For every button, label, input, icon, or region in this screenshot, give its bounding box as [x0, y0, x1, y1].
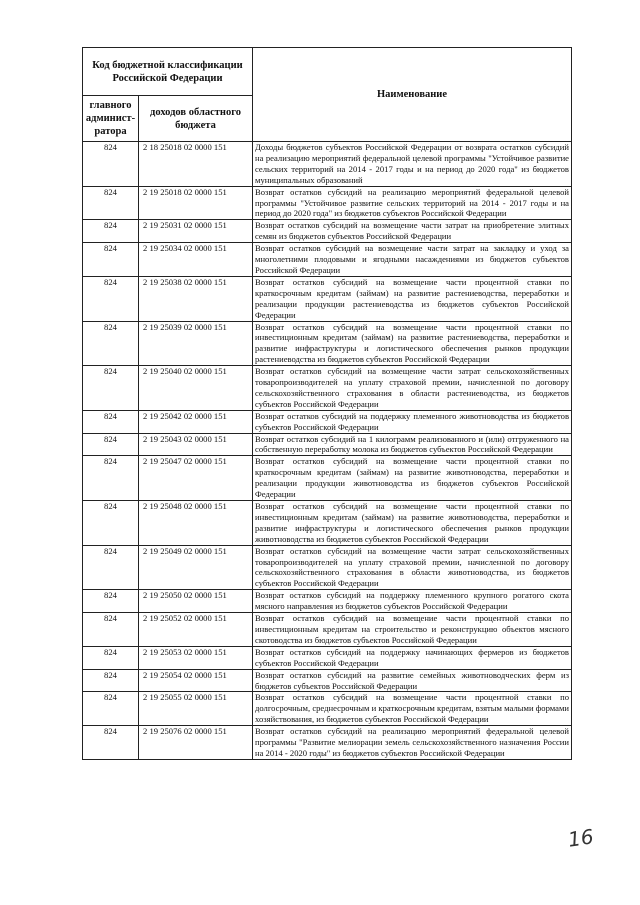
income-code-cell: 2 19 25052 02 0000 151	[139, 613, 253, 647]
income-code-cell: 2 19 25043 02 0000 151	[139, 433, 253, 456]
income-code-cell: 2 19 25047 02 0000 151	[139, 456, 253, 501]
name-cell: Возврат остатков субсидий на возмещение части процентной ставки по инвестиционным кредитам (займам) на развитие животноводства, переработки и развитие инфраструктуры и логистического обеспечения рынков продукции животноводства из бюджетов субъектов Российской Федерации	[253, 501, 572, 546]
admin-code-cell: 824	[83, 276, 139, 321]
income-code-cell: 2 19 25054 02 0000 151	[139, 669, 253, 692]
table-row	[83, 726, 572, 760]
name-cell: Возврат остатков субсидий на возмещение части процентной ставки по долгосрочным, среднесрочным и краткосрочным кредитам, взятым малыми формами хозяйствования, из бюджетов субъектов Российской Федерации	[253, 692, 572, 726]
admin-code-cell: 824	[83, 186, 139, 220]
name-cell: Возврат остатков субсидий на возмещение части процентной ставки по инвестиционным кредитам на строительство и реконструкцию объектов мясного скотоводства из бюджетов субъектов Российской Федерации	[253, 613, 572, 647]
income-code-cell: 2 19 25042 02 0000 151	[139, 410, 253, 433]
admin-code-cell: 824	[83, 669, 139, 692]
header-name: Наименование	[253, 48, 572, 142]
admin-code-cell: 824	[83, 243, 139, 277]
table-row	[83, 613, 572, 647]
name-cell: Возврат остатков субсидий на развитие семейных животноводческих ферм из бюджетов субъектов Российской Федерации	[253, 669, 572, 692]
income-code-cell: 2 19 25040 02 0000 151	[139, 366, 253, 411]
income-code-cell: 2 19 25055 02 0000 151	[139, 692, 253, 726]
admin-code-cell: 824	[83, 410, 139, 433]
budget-classification-table	[82, 47, 572, 760]
budget-classification-table-sheet	[82, 47, 572, 760]
name-cell: Возврат остатков субсидий на возмещение части процентной ставки по инвестиционным кредитам (займам) на развитие растениеводства, переработки и развитие инфраструктуры и логистического обеспечения рынков продукции растениеводства из бюджетов субъектов Российской Федерации	[253, 321, 572, 366]
table-row	[83, 276, 572, 321]
admin-code-cell: 824	[83, 456, 139, 501]
name-cell: Доходы бюджетов субъектов Российской Федерации от возврата остатков субсидий на реализацию мероприятий федеральной целевой программы "Устойчивое развитие сельских территорий на 2014 - 2017 годы и на период до 2020 года" из бюджетов муниципальных образований	[253, 142, 572, 187]
table-row	[83, 366, 572, 411]
income-code-cell: 2 19 25031 02 0000 151	[139, 220, 253, 243]
table-row	[83, 545, 572, 590]
table-row	[83, 220, 572, 243]
page-number: 16	[566, 824, 595, 852]
income-code-cell: 2 19 25053 02 0000 151	[139, 646, 253, 669]
table-row	[83, 321, 572, 366]
name-cell: Возврат остатков субсидий на возмещение части затрат сельскохозяйственных товаропроизводителей на уплату страховой премии, начисленной по договору сельскохозяйственного страхования в области растениеводства, из бюджетов субъектов Российской Федерации	[253, 366, 572, 411]
income-code-cell: 2 19 25034 02 0000 151	[139, 243, 253, 277]
name-cell: Возврат остатков субсидий на возмещение части затрат на закладку и уход за многолетними плодовыми и ягодными насаждениями из бюджетов субъектов Российской Федерации	[253, 243, 572, 277]
table-row	[83, 692, 572, 726]
name-cell: Возврат остатков субсидий на возмещение части затрат на приобретение элитных семян из бюджетов субъектов Российской Федерации	[253, 220, 572, 243]
income-code-cell: 2 19 25039 02 0000 151	[139, 321, 253, 366]
name-cell: Возврат остатков субсидий на 1 килограмм реализованного и (или) отгруженного на собственную переработку молока из бюджетов субъектов Российской Федерации	[253, 433, 572, 456]
table-row	[83, 590, 572, 613]
admin-code-cell: 824	[83, 590, 139, 613]
income-code-cell: 2 18 25018 02 0000 151	[139, 142, 253, 187]
name-cell: Возврат остатков субсидий на реализацию мероприятий федеральной целевой программы "Устойчивое развитие сельских территорий на 2014 - 2017 годы и на период до 2020 года" из бюджетов субъектов Российской Федерации	[253, 186, 572, 220]
admin-code-cell: 824	[83, 613, 139, 647]
table-row	[83, 456, 572, 501]
header-income: доходов областного бюджета	[139, 96, 253, 142]
admin-code-cell: 824	[83, 366, 139, 411]
income-code-cell: 2 19 25050 02 0000 151	[139, 590, 253, 613]
income-code-cell: 2 19 25048 02 0000 151	[139, 501, 253, 546]
table-row	[83, 669, 572, 692]
admin-code-cell: 824	[83, 545, 139, 590]
table-row	[83, 410, 572, 433]
admin-code-cell: 824	[83, 692, 139, 726]
admin-code-cell: 824	[83, 321, 139, 366]
table-body	[83, 142, 572, 760]
table-row	[83, 142, 572, 187]
income-code-cell: 2 19 25076 02 0000 151	[139, 726, 253, 760]
name-cell: Возврат остатков субсидий на возмещение части процентной ставки по краткосрочным кредитам (займам) на развитие растениеводства, переработки и реализации продукции растениеводства из бюджетов субъектов Российской Федерации	[253, 276, 572, 321]
table-row	[83, 501, 572, 546]
admin-code-cell: 824	[83, 726, 139, 760]
admin-code-cell: 824	[83, 142, 139, 187]
name-cell: Возврат остатков субсидий на возмещение части затрат сельскохозяйственных товаропроизводителей на уплату страховой премии, начисленной по договору сельскохозяйственного страхования в области животноводства, из бюджетов субъектов Российской Федерации	[253, 545, 572, 590]
income-code-cell: 2 19 25038 02 0000 151	[139, 276, 253, 321]
admin-code-cell: 824	[83, 646, 139, 669]
income-code-cell: 2 19 25049 02 0000 151	[139, 545, 253, 590]
table-row	[83, 433, 572, 456]
income-code-cell: 2 19 25018 02 0000 151	[139, 186, 253, 220]
table-row	[83, 243, 572, 277]
header-admin: главного админист-ратора	[83, 96, 139, 142]
admin-code-cell: 824	[83, 501, 139, 546]
table-row	[83, 646, 572, 669]
admin-code-cell: 824	[83, 433, 139, 456]
header-group-title: Код бюджетной классификации Российской Федерации	[83, 48, 253, 96]
name-cell: Возврат остатков субсидий на реализацию мероприятий федеральной целевой программы "Развитие мелиорации земель сельскохозяйственного назначения России на 2014 - 2020 годы" из бюджетов субъектов Российской Федерации	[253, 726, 572, 760]
name-cell: Возврат остатков субсидий на возмещение части процентной ставки по краткосрочным кредитам (займам) на развитие животноводства, переработки и реализации продукции животноводства из бюджетов субъектов Российской Федерации	[253, 456, 572, 501]
name-cell: Возврат остатков субсидий на поддержку начинающих фермеров из бюджетов субъектов Российской Федерации	[253, 646, 572, 669]
name-cell: Возврат остатков субсидий на поддержку племенного крупного рогатого скота мясного направления из бюджетов субъектов Российской Федерации	[253, 590, 572, 613]
admin-code-cell: 824	[83, 220, 139, 243]
table-row	[83, 186, 572, 220]
name-cell: Возврат остатков субсидий на поддержку племенного животноводства из бюджетов субъектов Российской Федерации	[253, 410, 572, 433]
